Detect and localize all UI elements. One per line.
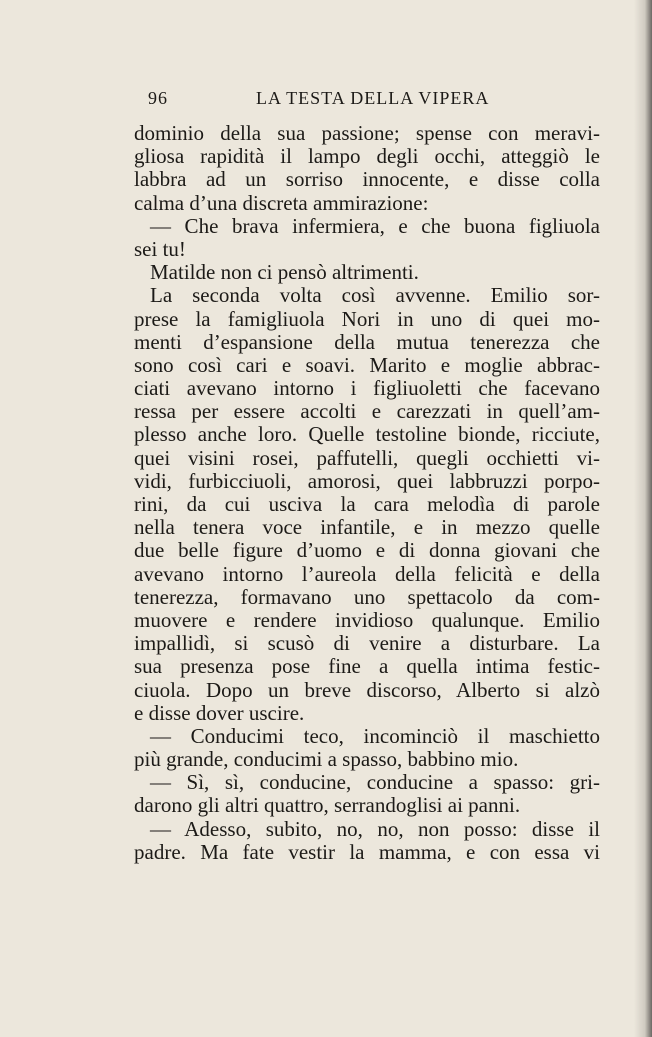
text-line: più grande, conducimi a spasso, babbino mio. [134,747,519,772]
text-line: gliosa rapidità il lampo degli occhi, atteggiò le [134,144,600,169]
running-title: LA TESTA DELLA VIPERA [256,88,490,108]
body-text [134,122,600,864]
text-line: sono così cari e soavi. Marito e moglie abbrac- [134,352,600,377]
text-line: dominio della sua passione; spense con meravi- [134,121,600,145]
text-line: tenerezza, formavano uno spettacolo da com- [134,584,600,609]
text-line: muovere e rendere invidioso qualunque. Emilio [134,607,600,632]
text-line: — Che brava infermiera, e che buona figliuola [150,213,600,238]
text-line: sei tu! [134,236,186,261]
text-line: darono gli altri quattro, serrandoglisi ai panni. [134,793,521,818]
text-line: ciuola. Dopo un breve discorso, Alberto si alzò [134,677,600,702]
text-line: La seconda volta così avvenne. Emilio sor- [150,283,600,308]
page-edge-shadow [634,0,652,1037]
text-line: Matilde non ci pensò altrimenti. [150,260,419,285]
text-line: menti d’espansione della mutua tenerezza che [134,329,600,354]
text-line: avevano intorno l’aureola della felicità e della [134,561,600,586]
text-line: labbra ad un sorriso innocente, e disse colla [134,167,600,192]
text-line: impallidì, si scusò di venire a disturbare. La [134,631,600,656]
text-line: plesso anche loro. Quelle testoline bionde, ricciute, [134,422,600,447]
text-line: sua presenza pose fine a quella intima festic- [134,654,600,679]
text-line: due belle figure d’uomo e di donna giovani che [134,538,600,563]
page-header [148,88,488,114]
text-line: quei visini rosei, paffutelli, quegli occhietti vi- [134,445,600,470]
text-line: nella tenera voce infantile, e in mezzo quelle [134,515,600,540]
text-line: — Sì, sì, conducine, conducine a spasso: gri- [150,770,600,795]
text-line: — Conducimi teco, incominciò il maschietto [150,723,600,748]
text-line: calma d’una discreta ammirazione: [134,190,429,215]
text-line: vidi, furbicciuoli, amorosi, quei labbruzzi porpo- [134,468,600,493]
text-line: rini, da cui usciva la cara melodìa di parole [134,492,600,516]
text-line: prese la famigliuola Nori in uno di quei mo- [134,306,600,331]
text-line: ciati avevano intorno i figliuoletti che facevano [134,376,600,401]
text-line: ressa per essere accolti e carezzati in quell’am- [134,399,600,424]
text-line: padre. Ma fate vestir la mamma, e con essa vi [134,839,600,864]
page-number: 96 [148,88,168,108]
text-line: e disse dover uscire. [134,700,305,725]
text-line: — Adesso, subito, no, no, non posso: disse il [150,816,600,841]
